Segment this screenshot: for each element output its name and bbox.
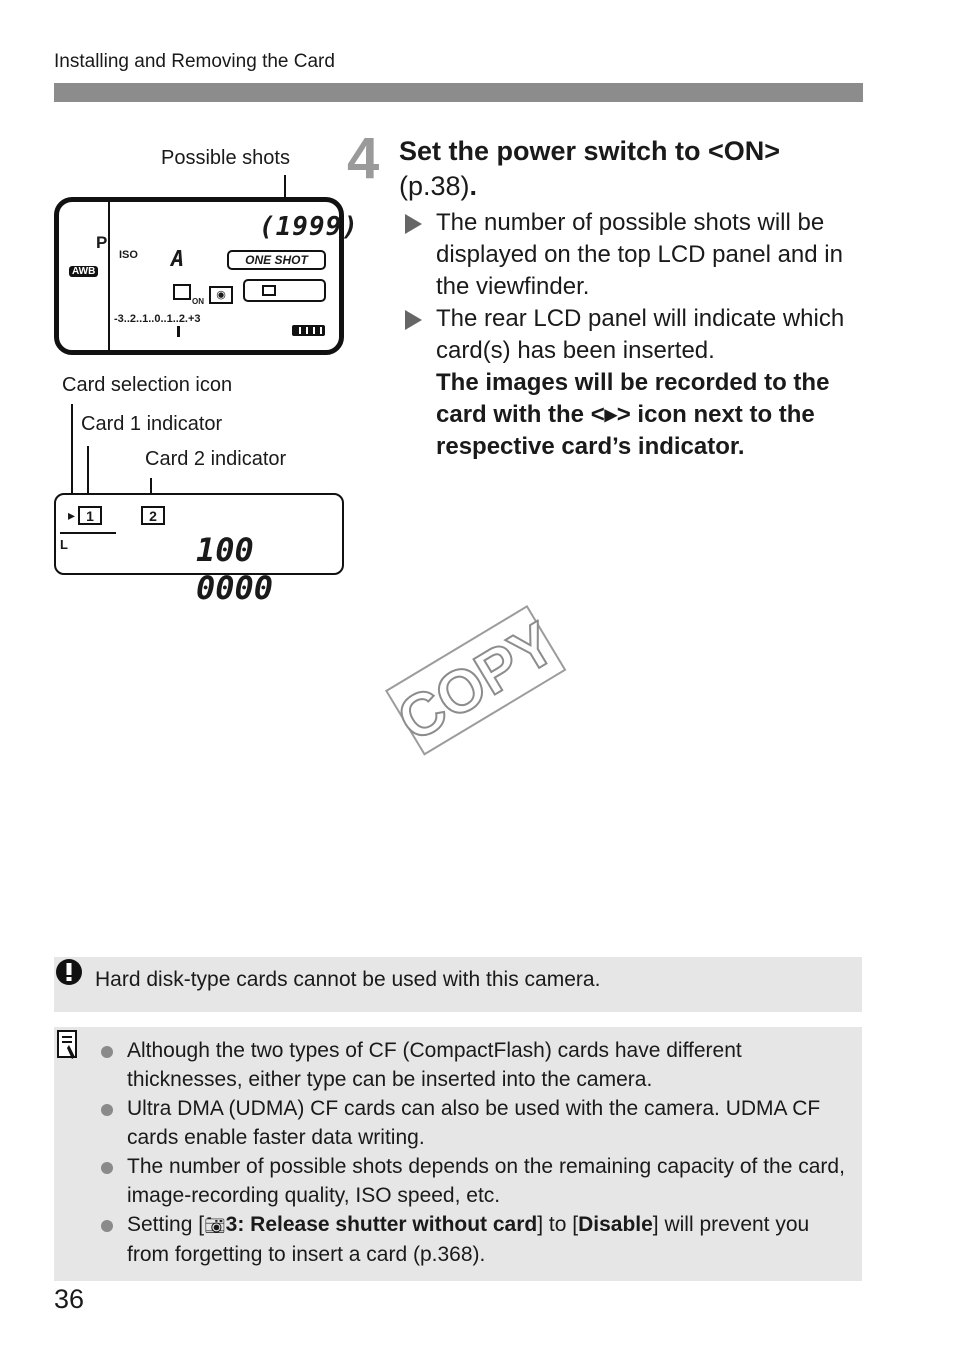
leader-line-card1	[87, 446, 89, 500]
step-number: 4	[347, 126, 380, 191]
rear-underline	[60, 532, 116, 534]
bullet-dot-icon	[101, 1104, 113, 1116]
card1-indicator: 1	[78, 506, 102, 525]
bullet-dot-icon	[101, 1220, 113, 1232]
label-card1-indicator: Card 1 indicator	[81, 413, 223, 435]
exposure-scale: -3..2..1..0..1..2.+3	[114, 313, 201, 325]
single-shot-icon	[262, 285, 276, 296]
watermark-text: COPY	[386, 609, 567, 755]
header-bar	[54, 83, 863, 102]
lcd-awb: AWB	[69, 266, 98, 277]
lcd-iso: ISO	[119, 249, 138, 261]
camera-icon: 📷︎	[204, 1216, 226, 1235]
note-item: Setting [📷︎3: Release shutter without card] to [Disable] will prevent you from forgetting to insert a card (p.368).	[100, 1210, 845, 1269]
rear-lcd-panel	[54, 493, 344, 607]
page-number: 36	[54, 1284, 85, 1314]
step-bullets	[405, 207, 865, 463]
step-title-ref: (p.38)	[399, 171, 470, 201]
caution-text: Hard disk-type cards cannot be used with this camera.	[95, 968, 601, 991]
bullet-dot-icon	[101, 1046, 113, 1058]
label-possible-shots: Possible shots	[161, 147, 290, 169]
note-item: Ultra DMA (UDMA) CF cards can also be used with the camera. UDMA CF cards enable faster data writing.	[100, 1094, 845, 1152]
top-lcd-panel	[54, 197, 359, 355]
caution-icon	[54, 957, 84, 992]
step-bullet: The rear LCD panel will indicate which card(s) has been inserted.	[405, 303, 865, 367]
copy-watermark	[382, 602, 571, 762]
note-icon	[56, 1029, 82, 1066]
step-title-main: Set the power switch to <ON>	[399, 136, 781, 166]
label-card-selection-icon: Card selection icon	[62, 374, 233, 396]
note-item: The number of possible shots depends on the remaining capacity of the card, image-recording quality, ISO speed, etc.	[100, 1152, 845, 1210]
quality-indicator: L	[60, 537, 68, 552]
lcd-mode: P	[96, 233, 108, 252]
exposure-indicator	[177, 326, 180, 337]
triangle-bullet-icon	[405, 214, 422, 234]
note-item: Although the two types of CF (CompactFlash) cards have different thicknesses, either type can be inserted into the camera.	[100, 1036, 845, 1094]
evaluative-metering-icon: ◉	[209, 286, 233, 304]
lcd-af-mode: ONE SHOT	[227, 250, 326, 270]
lcd-divider	[108, 200, 110, 352]
section-title: Installing and Removing the Card	[54, 51, 335, 72]
card2-indicator: 2	[141, 506, 165, 525]
lcd-drive: A	[171, 247, 186, 272]
metering-icon	[173, 284, 191, 300]
card-selection-icon: ▸	[68, 507, 76, 523]
file-counter: 100 0000	[196, 531, 274, 607]
lcd-shot-count: (1999)	[259, 212, 359, 242]
bullet-dot-icon	[101, 1162, 113, 1174]
lcd-on-label: ON	[192, 297, 204, 306]
notes-list	[100, 1036, 845, 1269]
step-title-end: .	[469, 171, 478, 201]
step-bold-note: The images will be recorded to the card with the <▸> icon next to the respective card’s indicator.	[436, 369, 830, 460]
step-bullet: The number of possible shots will be displayed on the top LCD panel and in the viewfinder.	[405, 207, 865, 303]
step-title	[399, 134, 839, 204]
label-card2-indicator: Card 2 indicator	[145, 448, 287, 470]
lcd-drive-box	[243, 279, 326, 302]
battery-icon	[292, 325, 325, 336]
triangle-bullet-icon	[405, 310, 422, 330]
